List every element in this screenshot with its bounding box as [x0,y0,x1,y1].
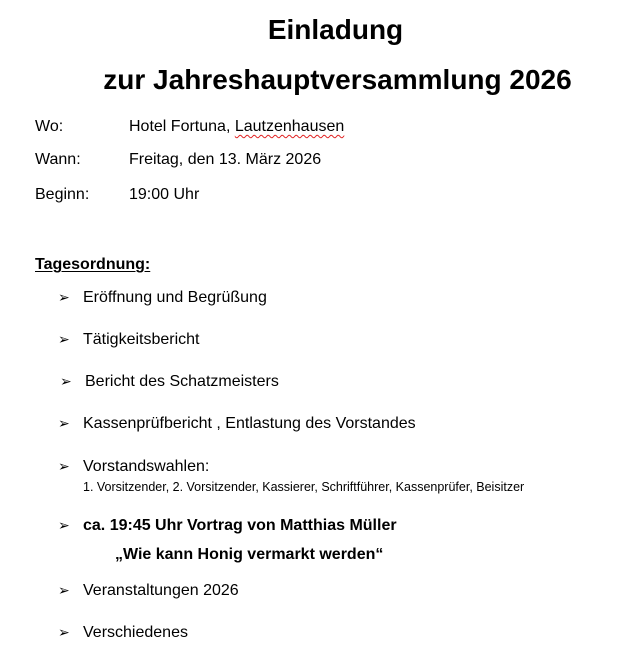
location-value [129,117,344,137]
lecture-title: „Wie kann Honig vermarkt werden“ [115,546,384,563]
document-title: Einladung [267,14,404,45]
start-time-value: 19:00 Uhr [129,186,200,203]
agenda-item [58,288,267,308]
arrow-bullet-icon: ➢ [58,518,70,534]
arrow-bullet-icon: ➢ [58,290,70,306]
start-time-label: Beginn: [35,186,90,203]
location-label: Wo: [35,118,64,135]
location-town-spellcheck-marked: Lautzenhausen [234,118,345,135]
agenda-item-text: Veranstaltungen 2026 [83,582,239,599]
agenda-item-text: ca. 19:45 Uhr Vortrag von Matthias Müller [83,517,397,534]
agenda-item [58,414,416,434]
document-subtitle: zur Jahreshauptversammlung 2026 [103,64,572,95]
agenda-item-text: Kassenprüfbericht , Entlastung des Vorstandes [83,415,416,432]
arrow-bullet-icon: ➢ [58,416,70,432]
agenda-heading: Tagesordnung: [35,256,151,273]
date-label: Wann: [35,151,81,168]
agenda-item [58,581,239,601]
arrow-bullet-icon: ➢ [58,459,70,475]
arrow-bullet-icon: ➢ [58,625,70,641]
agenda-item [58,457,209,477]
location-hotel: Hotel Fortuna, [129,118,235,135]
agenda-item-text: Vorstandswahlen: [83,458,210,475]
date-value: Freitag, den 13. März 2026 [129,151,322,168]
arrow-bullet-icon: ➢ [58,583,70,599]
agenda-item [58,330,200,350]
agenda-item-lecture [58,516,397,536]
agenda-item-text: Eröffnung und Begrüßung [83,289,267,306]
agenda-item-text: Verschiedenes [83,624,188,641]
agenda-item-text: Bericht des Schatzmeisters [85,373,279,390]
arrow-bullet-icon: ➢ [60,374,72,390]
arrow-bullet-icon: ➢ [58,332,70,348]
agenda-item-text: Tätigkeitsbericht [83,331,200,348]
agenda-item-detail: 1. Vorsitzender, 2. Vorsitzender, Kassierer, Schriftführer, Kassenprüfer, Beisitzer [83,480,525,494]
agenda-item [58,623,188,643]
agenda-item [60,372,279,392]
